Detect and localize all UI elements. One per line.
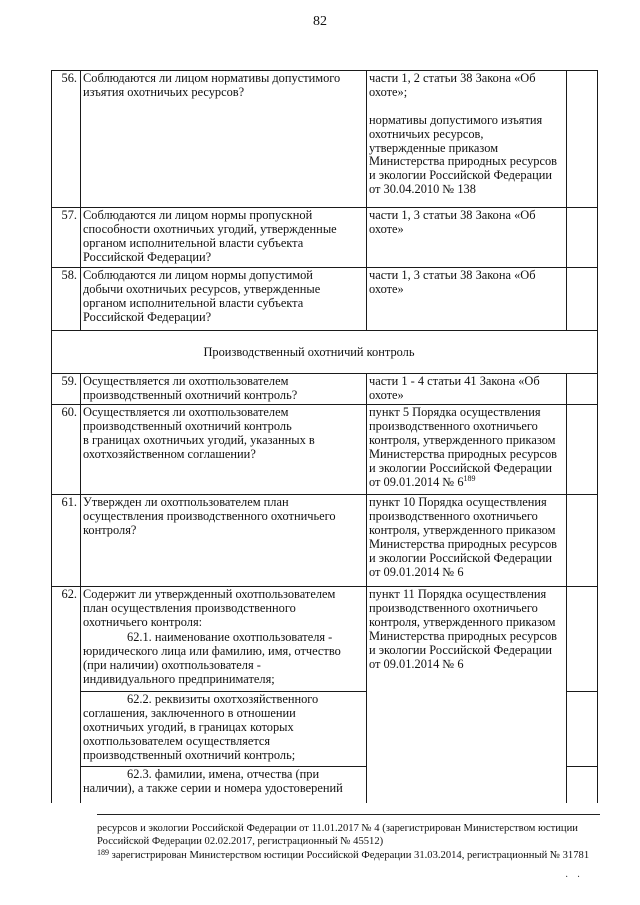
requirement-question [80, 72, 366, 100]
section-title: Производственный охотничий контроль [203, 345, 415, 359]
table-rule [80, 691, 367, 692]
table-rule [366, 373, 367, 803]
legal-reference [366, 496, 566, 579]
text-line: и экологии Российской Федерации [369, 642, 552, 657]
text-line: от 09.01.2014 № 6 [369, 656, 464, 671]
text-line: пункт 5 Порядка осуществления [369, 406, 541, 419]
text-line: охоте» [369, 281, 404, 296]
text-line: от 09.01.2014 № 6 [369, 564, 464, 579]
text-line: (при наличии) охотпользователя - [83, 657, 261, 672]
table-rule [51, 267, 598, 268]
scan-speck: · · [565, 872, 584, 883]
text-line: пункт 10 Порядка осуществления [369, 496, 547, 509]
text-line: охотпользователем осуществляется [83, 733, 271, 748]
text-line: органом исполнительной власти субъекта [83, 235, 304, 250]
requirement-question [80, 209, 366, 265]
text-line: Российской Федерации? [83, 309, 212, 324]
text-line: Министерства природных ресурсов [369, 536, 558, 551]
text-line: части 1, 3 статьи 38 Закона «Об [369, 209, 536, 222]
text-line: производственного охотничьего [369, 600, 538, 615]
text-line: органом исполнительной власти субъекта [83, 295, 304, 310]
sub-requirement [80, 631, 366, 687]
text-line: наличии), а также серии и номера удостоверений [83, 780, 343, 795]
requirement-question [80, 588, 366, 630]
text-line: от 30.04.2010 № 138 [369, 182, 476, 197]
footnote-continuation [97, 822, 603, 848]
table-rule [51, 494, 598, 495]
text-line: и экологии Российской Федерации [369, 168, 552, 183]
table-rule [566, 373, 567, 803]
text-line: Утвержден ли охотпользователем план [83, 496, 289, 509]
text-line: производственный охотничий контроль; [83, 747, 296, 762]
text-line: добычи охотничьих ресурсов, утвержденные [83, 281, 321, 296]
row-number: 59. [61, 375, 77, 388]
text-line: охотхозяйственном соглашении? [83, 446, 256, 461]
text-line: части 1, 3 статьи 38 Закона «Об [369, 269, 536, 282]
text-line: соглашения, заключенного в отношении [83, 705, 296, 720]
row-number: 56. [61, 72, 77, 85]
text-line: 62.1. наименование охотпользователя - [127, 631, 333, 644]
legal-reference [366, 269, 566, 297]
row-number: 60. [61, 406, 77, 419]
footnote-number: 189 [97, 848, 109, 857]
text-line: производственный охотничий контроль [83, 418, 292, 433]
legal-reference [366, 375, 566, 403]
table-rule [51, 373, 598, 374]
text-line: и экологии Российской Федерации [369, 460, 552, 475]
legal-reference [366, 406, 566, 489]
row-number: 58. [61, 269, 77, 282]
text-line: производственного охотничьего [369, 508, 538, 523]
table-rule [51, 207, 598, 208]
row-number: 62. [61, 588, 77, 601]
sub-requirement [80, 693, 366, 763]
table-rule [51, 330, 598, 331]
legal-reference [366, 209, 566, 237]
table-rule [566, 766, 598, 767]
text-line: Соблюдаются ли лицом нормы пропускной [83, 209, 313, 222]
text-line: части 1, 2 статьи 38 Закона «Об [369, 72, 536, 85]
text-line: утвержденные приказом [369, 140, 499, 155]
text-line: Соблюдаются ли лицом нормативы допустимого [83, 72, 341, 85]
footnote-189 [97, 849, 603, 862]
requirement-question [80, 375, 366, 403]
text-line [369, 473, 564, 490]
legal-reference [366, 72, 566, 197]
text-line: охоте»; [369, 84, 408, 99]
text-line: способности охотничьих угодий, утвержденные [83, 221, 337, 236]
text-line: контроля, утвержденного приказом [369, 522, 556, 537]
text-line: контроля? [83, 522, 137, 537]
text-line: охотничьего контроля: [83, 614, 203, 629]
page-number: 82 [313, 14, 327, 29]
text-line: Министерства природных ресурсов [369, 628, 558, 643]
row-number: 61. [61, 496, 77, 509]
text-line: охотничьих ресурсов, [369, 126, 484, 141]
requirement-question [80, 406, 366, 462]
text-line: 62.2. реквизиты охотхозяйственного [127, 693, 319, 706]
text-line: Министерства природных ресурсов [369, 446, 558, 461]
text-line: контроля, утвержденного приказом [369, 614, 556, 629]
text-line: контроля, утвержденного приказом [369, 432, 556, 447]
table-rule [80, 373, 81, 803]
table-rule [566, 70, 567, 331]
text-line: охотничьих угодий, в границах которых [83, 719, 294, 734]
text-line: осуществления производственного охотничьего [83, 508, 336, 523]
text-line: Осуществляется ли охотпользователем [83, 375, 289, 388]
text-line: Соблюдаются ли лицом нормы допустимой [83, 269, 313, 282]
requirement-question [80, 269, 366, 325]
row-number: 57. [61, 209, 77, 222]
requirement-question [80, 496, 366, 538]
text-line: план осуществления производственного [83, 600, 296, 615]
text-line: юридического лица или фамилию, имя, отчество [83, 643, 341, 658]
text-line: Министерства природных ресурсов [369, 154, 558, 169]
text-line: охоте» [369, 221, 404, 236]
text-line: части 1 - 4 статьи 41 Закона «Об [369, 375, 540, 388]
text-line: индивидуального предпринимателя; [83, 671, 275, 686]
table-rule [566, 691, 598, 692]
text-line: Российской Федерации? [83, 249, 212, 264]
footnote-text: зарегистрирован Министерством юстиции Российской Федерации 31.03.2014, регистрационный № 31781 [111, 850, 590, 861]
table-rule [51, 586, 598, 587]
text-line: охоте» [369, 387, 404, 402]
text-line: нормативы допустимого изъятия [369, 112, 543, 127]
table-rule [80, 70, 81, 331]
text-line: и экологии Российской Федерации [369, 550, 552, 565]
legal-reference [366, 588, 566, 671]
text-line: изъятия охотничьих ресурсов? [83, 84, 245, 99]
footnote-separator [97, 814, 600, 815]
table-rule [51, 70, 52, 803]
text-line: 62.3. фамилии, имена, отчества (при [127, 768, 320, 781]
text-line: Осуществляется ли охотпользователем [83, 406, 289, 419]
table-rule [80, 766, 367, 767]
text-line: Содержит ли утвержденный охотпользователем [83, 588, 336, 601]
text-line [369, 100, 564, 114]
table-rule [366, 70, 367, 331]
text-line: в границах охотничьих угодий, указанных в [83, 432, 315, 447]
footnote-continuation-line-2: Российской Федерации 02.02.2017, регистрационный № 45512) [97, 836, 384, 847]
table-rule [597, 70, 598, 803]
text-line: пункт 11 Порядка осуществления [369, 588, 547, 601]
reference-date: от 09.01.2014 № 6 [369, 474, 464, 489]
sub-requirement [80, 768, 366, 796]
footnote-continuation-line-1: ресурсов и экологии Российской Федерации от 11.01.2017 № 4 (зарегистрирован Министерством юстиции [97, 823, 578, 834]
text-line: производственного охотничьего [369, 418, 538, 433]
footnote-marker: 189 [463, 473, 476, 483]
text-line: производственный охотничий контроль? [83, 387, 298, 402]
table-rule [51, 404, 598, 405]
table-rule [51, 70, 598, 71]
